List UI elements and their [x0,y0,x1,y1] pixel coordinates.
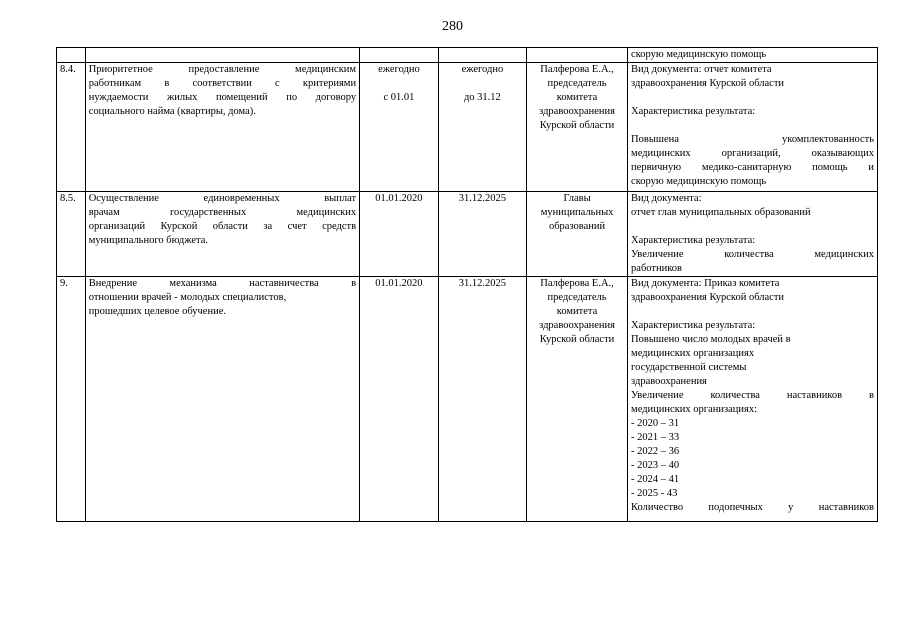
end-date: до 31.12 [463,92,501,103]
result-line: работников [631,263,683,274]
responsible-line: Курской области [539,334,615,345]
row-number: 8.5. [60,193,76,204]
result-line: Увеличение количества медицинских [631,249,874,260]
responsible-line: комитета [556,92,598,103]
doc-type-line: здравоохранения Курской области [631,292,785,303]
responsible-line: здравоохранения [539,320,615,331]
cell-result [628,48,878,63]
result-line: - 2020 – 31 [631,418,680,429]
responsible-line: муниципальных [540,207,614,218]
result-line: медицинских организациях [631,348,755,359]
responsible-line: Палферова Е.А., [540,278,614,289]
cell-num [57,192,86,277]
result-line: скорую медицинскую помощь [631,176,767,187]
cell-end [438,277,526,522]
page-number: 280 [442,19,463,34]
cell-result [628,277,878,522]
name-line: прошедших целевое обучение. [88,306,226,317]
cell-responsible [527,48,628,63]
name-line: организаций Курской области за счет средств [88,221,357,232]
cell-end [438,63,526,192]
result-line: - 2021 – 33 [631,432,680,443]
start-date: с 01.01 [383,92,415,103]
result-line: - 2022 – 36 [631,446,680,457]
doc-type-line: Вид документа: Приказ комитета [631,278,780,289]
row-number: 8.4. [60,64,76,75]
table-row [57,192,878,277]
responsible-line: Курской области [539,120,615,131]
cell-responsible [527,63,628,192]
cell-start [360,277,439,522]
result-line: медицинских организаций, оказывающих [631,148,874,159]
name-line: Приоритетное предоставление медицинским [88,64,357,75]
doc-type-line: Вид документа: отчет комитета [631,64,772,75]
result-line: медицинских организациях: [631,404,758,415]
cell-end [438,48,526,63]
cell-end [438,192,526,277]
row-number: 9. [60,278,68,289]
table-row [57,48,878,63]
cell-name [85,192,359,277]
result-line: государственной системы [631,362,747,373]
responsible-line: председатель [547,78,607,89]
responsible-line: Главы [563,193,591,204]
name-line: социального найма (квартиры, дома). [88,106,256,117]
name-line: врачам государственных медицинских [88,207,357,218]
result-label: Характеристика результата: [631,106,756,117]
cell-result [628,192,878,277]
responsible-line: образований [548,221,606,232]
result-line: - 2025 - 43 [631,488,678,499]
result-label: Характеристика результата: [631,235,756,246]
name-line: Внедрение механизма наставничества в [88,278,357,289]
cell-start [360,48,439,63]
doc-type-line: здравоохранения Курской области [631,78,785,89]
end-text: ежегодно [461,64,504,75]
result-line: Повышено число молодых врачей в [631,334,791,345]
result-line: - 2023 – 40 [631,460,680,471]
cell-name [85,63,359,192]
cell-result [628,63,878,192]
cell-num [57,63,86,192]
result-line: скорую медицинскую помощь [631,49,767,60]
name-line: отношении врачей - молодых специалистов, [88,292,287,303]
responsible-line: здравоохранения [539,106,615,117]
name-line: муниципального бюджета. [88,235,209,246]
cell-name [85,48,359,63]
start-date: 01.01.2020 [375,278,423,289]
doc-type-line: отчет глав муниципальных образований [631,207,811,218]
name-line: Осуществление единовременных выплат [88,193,357,204]
cell-start [360,63,439,192]
result-line: Повышена укомплектованность [631,134,874,145]
doc-type-line: Вид документа: [631,193,702,204]
cell-num [57,277,86,522]
end-date: 31.12.2025 [458,193,507,204]
start-date: 01.01.2020 [375,193,423,204]
cell-name [85,277,359,522]
table-row [57,277,878,522]
result-label: Характеристика результата: [631,320,756,331]
result-line: Количество подопечных у наставников [631,502,874,513]
result-line: - 2024 – 41 [631,474,680,485]
cell-responsible [527,192,628,277]
table-row [57,63,878,192]
name-line: работникам в соответствии с критериями [88,78,357,89]
result-line: первичную медико-санитарную помощь и [631,162,874,173]
start-text: ежегодно [378,64,420,75]
result-line: здравоохранения [631,376,707,387]
cell-responsible [527,277,628,522]
responsible-line: комитета [556,306,598,317]
responsible-line: председатель [547,292,607,303]
responsible-line: Палферова Е.А., [540,64,614,75]
cell-start [360,192,439,277]
activities-table [56,47,878,522]
result-line: Увеличение количества наставников в [631,390,874,401]
name-line: нуждаемости жилых помещений по договору [88,92,357,103]
end-date: 31.12.2025 [458,278,507,289]
cell-num [57,48,86,63]
